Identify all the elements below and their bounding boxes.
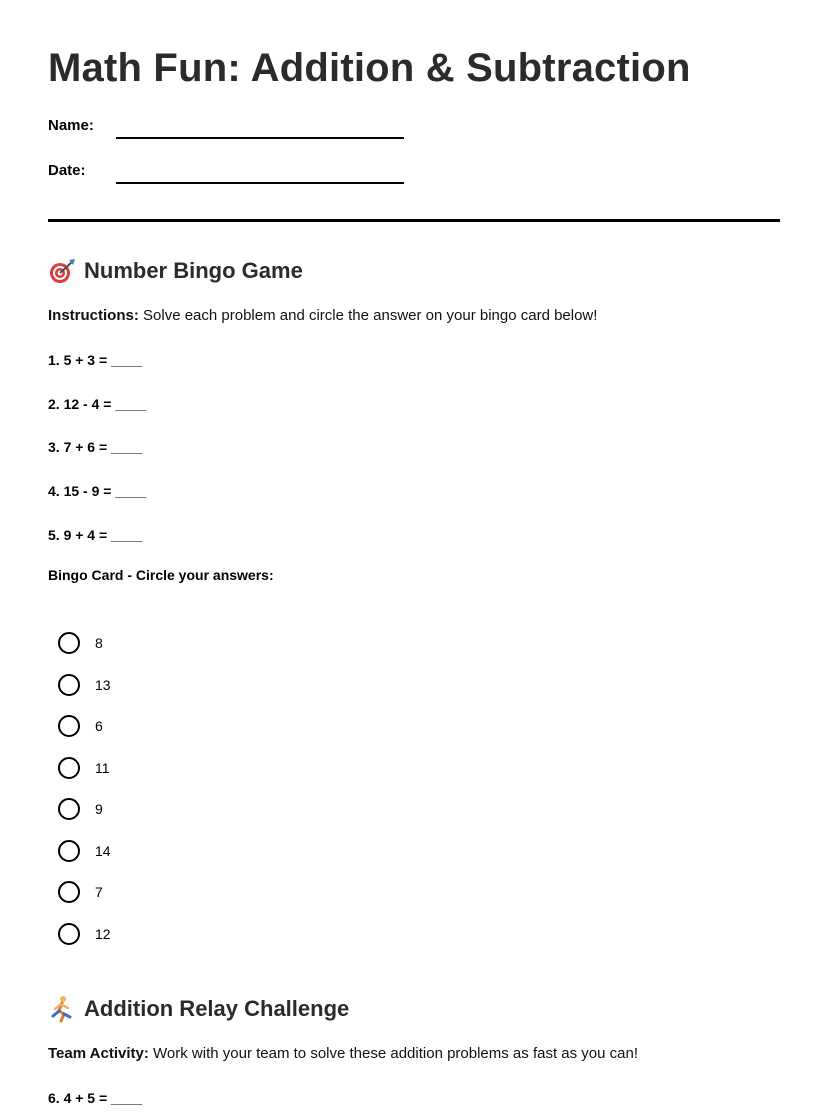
page-title: Math Fun: Addition & Subtraction <box>48 46 691 90</box>
circle-radio[interactable] <box>58 757 80 779</box>
date-label: Date: <box>48 162 86 179</box>
circle-radio[interactable] <box>58 798 80 820</box>
problem-6: 6. 4 + 5 = ____ <box>48 1090 143 1106</box>
name-label: Name: <box>48 117 94 134</box>
target-dart-icon <box>48 258 76 284</box>
bingo-option-label: 8 <box>95 635 103 651</box>
runner-icon <box>48 995 76 1023</box>
bingo-option-label: 7 <box>95 884 103 900</box>
bingo-option[interactable] <box>58 839 111 863</box>
circle-radio[interactable] <box>58 715 80 737</box>
bingo-heading <box>48 258 303 284</box>
bingo-option[interactable] <box>58 631 103 655</box>
bingo-option-label: 14 <box>95 843 111 859</box>
bingo-option[interactable] <box>58 922 111 946</box>
team-activity-text: Work with your team to solve these addition problems as fast as you can! <box>148 1045 639 1062</box>
relay-instructions <box>48 1045 638 1062</box>
bingo-instructions <box>48 307 597 324</box>
problem-2: 2. 12 - 4 = ____ <box>48 396 147 412</box>
circle-radio[interactable] <box>58 632 80 654</box>
circle-radio[interactable] <box>58 674 80 696</box>
circle-radio[interactable] <box>58 840 80 862</box>
bingo-heading-text: Number Bingo Game <box>84 258 303 283</box>
circle-radio[interactable] <box>58 923 80 945</box>
bingo-option[interactable] <box>58 756 110 780</box>
relay-heading-text: Addition Relay Challenge <box>84 996 350 1021</box>
bingo-option[interactable] <box>58 673 111 697</box>
bingo-option-label: 13 <box>95 677 111 693</box>
date-line[interactable] <box>116 182 404 184</box>
instructions-text: Solve each problem and circle the answer on your bingo card below! <box>138 307 598 324</box>
problem-5: 5. 9 + 4 = ____ <box>48 527 143 543</box>
bingo-option[interactable] <box>58 797 103 821</box>
instructions-label: Instructions: <box>48 307 139 324</box>
circle-radio[interactable] <box>58 881 80 903</box>
header-divider <box>48 219 780 222</box>
problem-3: 3. 7 + 6 = ____ <box>48 439 143 455</box>
bingo-option-label: 9 <box>95 801 103 817</box>
bingo-option[interactable] <box>58 714 103 738</box>
bingo-option-label: 6 <box>95 718 103 734</box>
problem-1: 1. 5 + 3 = ____ <box>48 352 143 368</box>
team-activity-label: Team Activity: <box>48 1045 149 1062</box>
name-line[interactable] <box>116 137 404 139</box>
relay-heading <box>48 995 349 1023</box>
bingo-card-label: Bingo Card - Circle your answers: <box>48 567 274 583</box>
problem-4: 4. 15 - 9 = ____ <box>48 483 147 499</box>
bingo-option-label: 11 <box>95 760 110 776</box>
bingo-option[interactable] <box>58 880 103 904</box>
bingo-option-label: 12 <box>95 926 111 942</box>
